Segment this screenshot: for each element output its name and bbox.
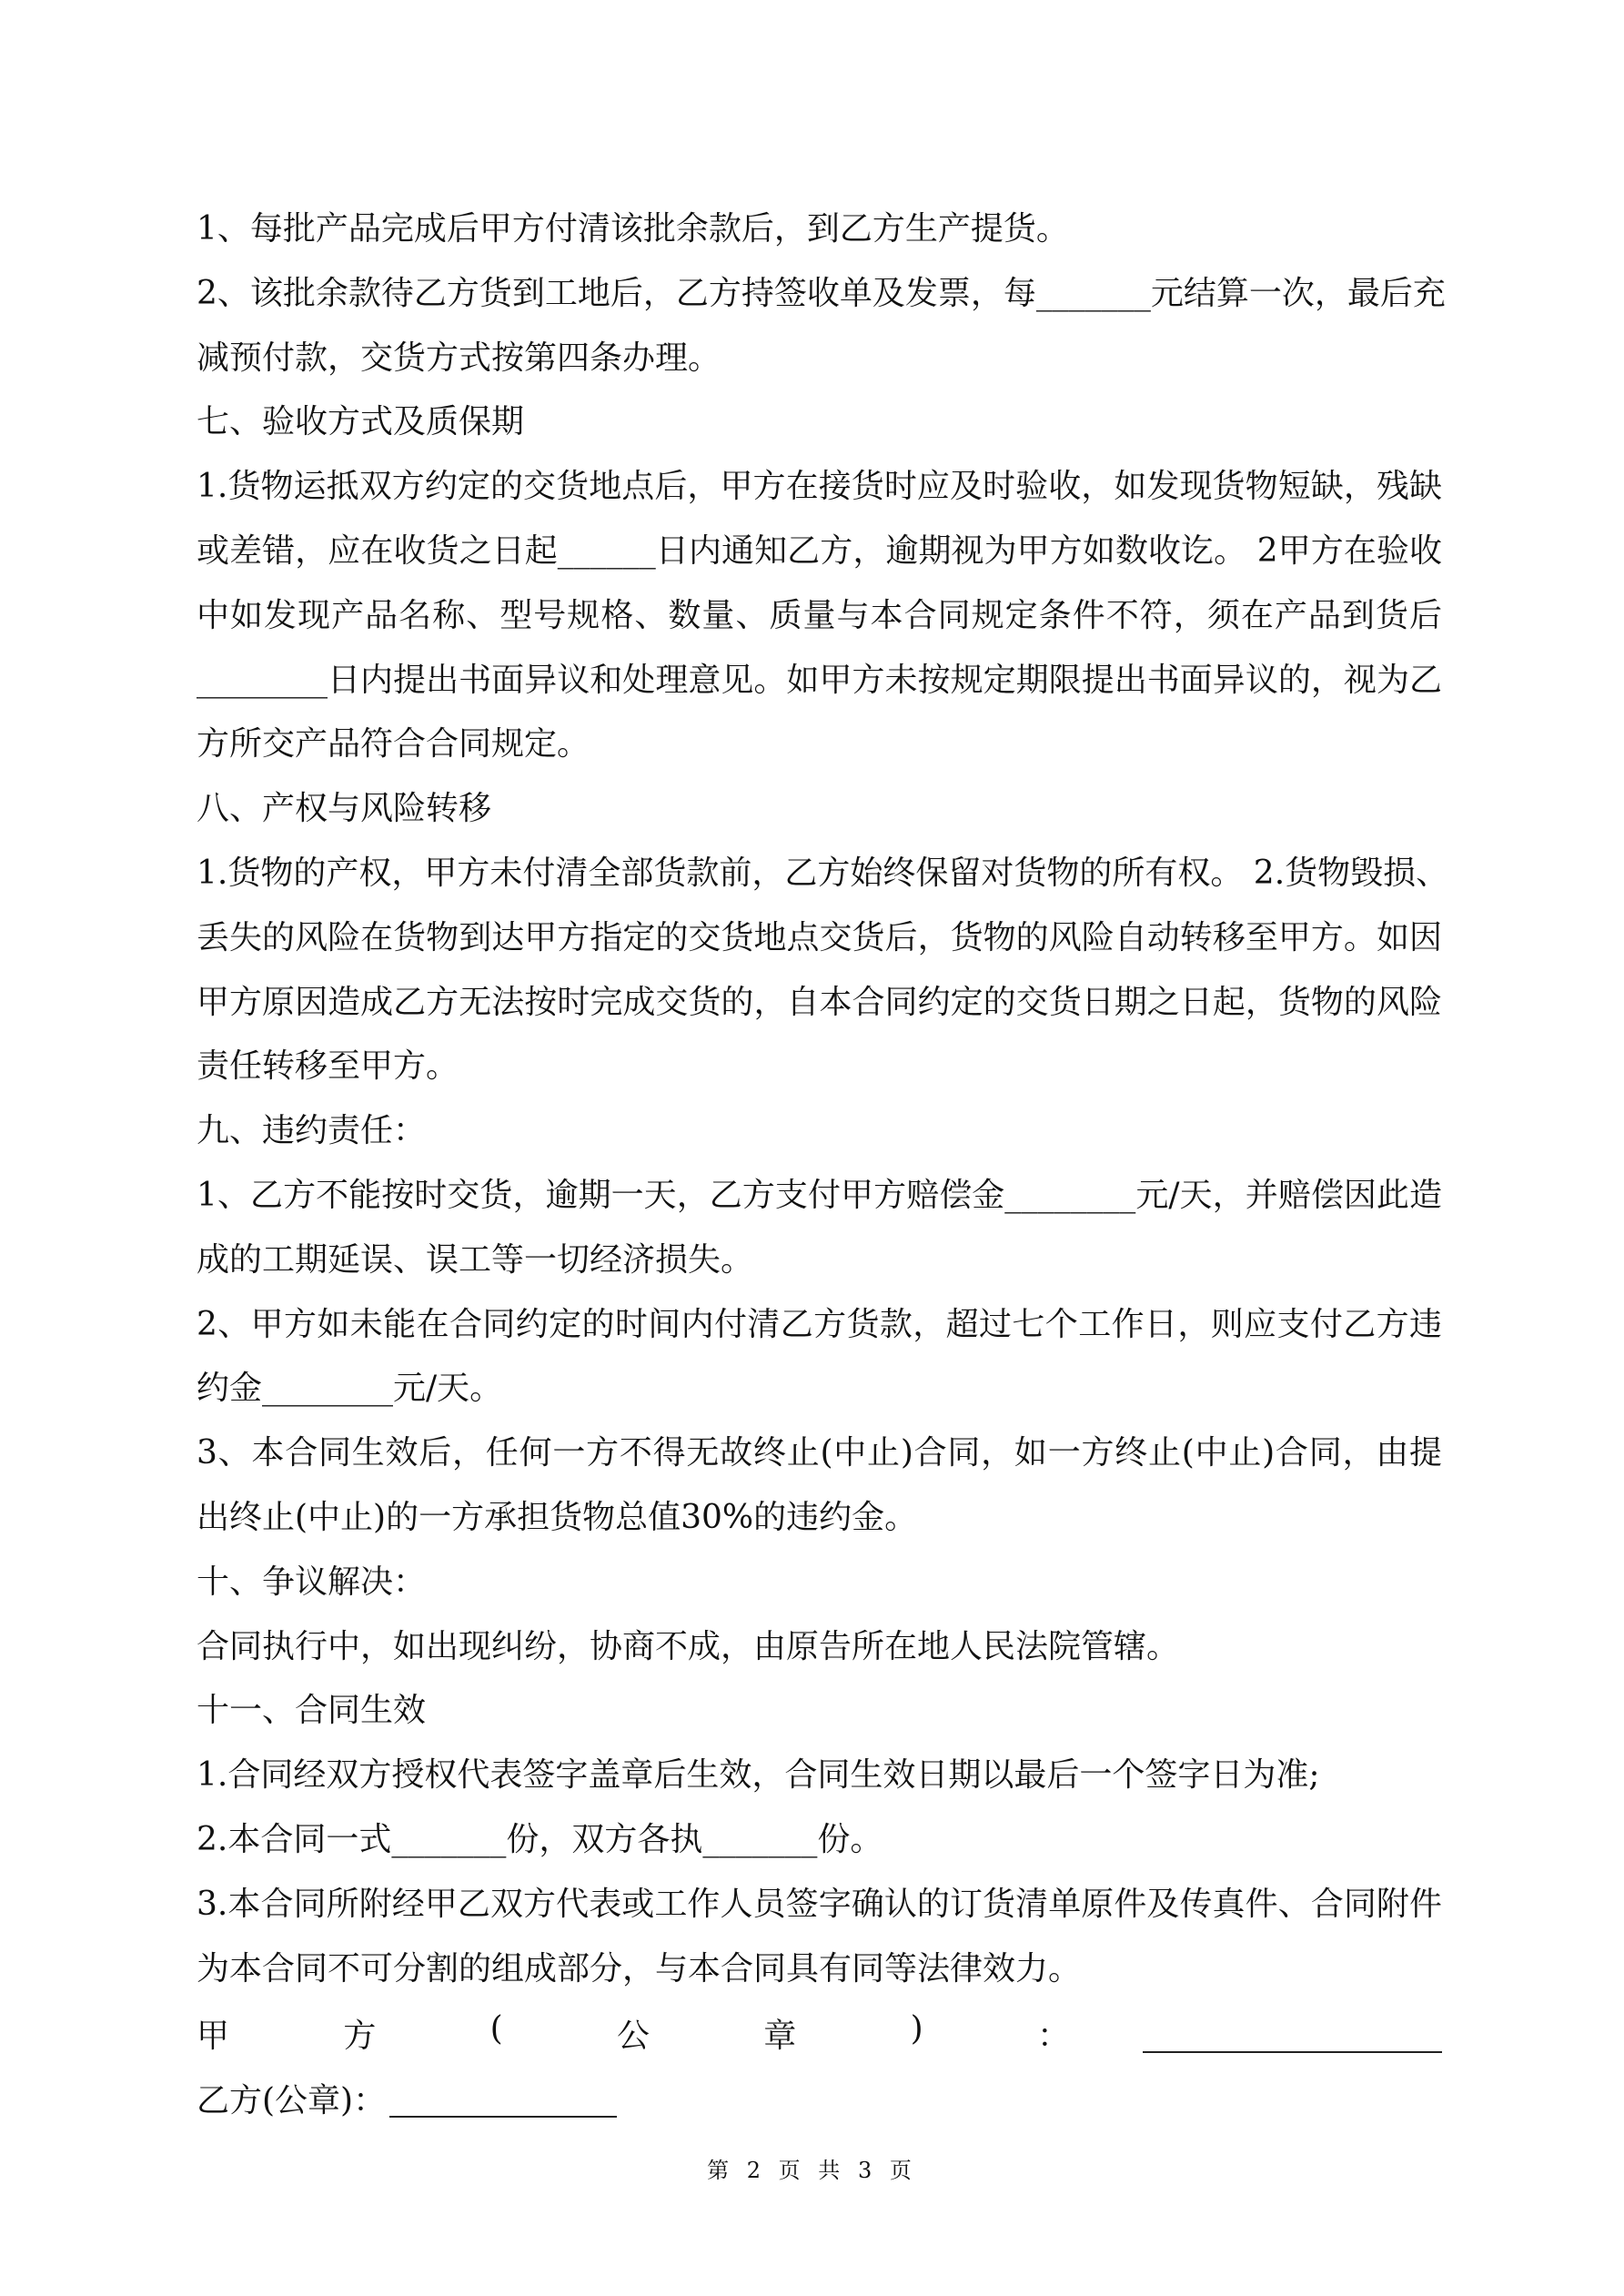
text-line: 1.货物的产权，甲方未付清全部货款前，乙方始终保留对货物的所有权。 2.货物毁损、: [197, 854, 1449, 892]
party-b-signature-line: [197, 2066, 1442, 2130]
text-line: 十、争议解决：: [197, 1563, 427, 1601]
text-line: 丢失的风险在货物到达甲方指定的交货地点交货后，货物的风险自动转移至甲方。如因: [197, 918, 1442, 956]
text-line: 九、违约责任：: [197, 1112, 427, 1150]
text-line: 甲方原因造成乙方无法按时完成交货的，自本合同约定的交货日期之日起，货物的风险: [197, 983, 1442, 1021]
text-line: 1.合同经双方授权代表签字盖章后生效，合同生效日期以最后一个签字日为准;: [197, 1756, 1320, 1795]
page-number: 第 2 页 共 3 页: [707, 2158, 917, 2183]
party-a-label-char: 甲: [197, 2018, 230, 2056]
party-a-signature-line: [197, 2001, 1442, 2066]
party-a-label-char: 方: [343, 2018, 377, 2056]
text-line: 1、每批产品完成后甲方付清该批余款后，到乙方生产提货。: [197, 210, 1069, 248]
text-line: 七、验收方式及质保期: [197, 403, 525, 441]
text-line: 合同执行中，如出现纠纷，协商不成，由原告所在地人民法院管辖。: [197, 1627, 1180, 1665]
text-line: 2.本合同一式_______份，双方各执_______份。: [197, 1820, 883, 1858]
party-a-label-char: ): [910, 2010, 923, 2048]
text-line: 1.货物运抵双方约定的交货地点后，甲方在接货时应及时验收，如发现货物短缺，残缺: [197, 468, 1442, 506]
text-line: 方所交产品符合合同规定。: [197, 725, 590, 764]
party-a-signature-blank: [1143, 2015, 1442, 2053]
text-line: 约金________元/天。: [197, 1370, 503, 1408]
text-line: 1、乙方不能按时交货，逾期一天，乙方支付甲方赔偿金________元/天，并赔偿因此造: [197, 1176, 1442, 1214]
text-line: 2、该批余款待乙方货到工地后，乙方持签收单及发票，每_______元结算一次，最后充: [197, 274, 1446, 312]
party-b-signature-blank: [389, 2079, 617, 2118]
text-line: 3、本合同生效后，任何一方不得无故终止(中止)合同，如一方终止(中止)合同，由提: [197, 1434, 1442, 1472]
contract-lines: [197, 197, 1449, 2001]
text-line: 2、甲方如未能在合同约定的时间内付清乙方货款，超过七个工作日，则应支付乙方违: [197, 1305, 1442, 1343]
text-line: 中如发现产品名称、型号规格、数量、质量与本合同规定条件不符，须在产品到货后: [197, 596, 1442, 634]
party-a-label-char: 章: [763, 2018, 797, 2056]
text-line: 责任转移至甲方。: [197, 1047, 459, 1086]
text-line: 或差错，应在收货之日起______日内通知乙方，逾期视为甲方如数收讫。 2甲方在验收: [197, 531, 1442, 570]
text-line: 出终止(中止)的一方承担货物总值30%的违约金。: [197, 1498, 918, 1536]
text-line: 减预付款，交货方式按第四条办理。: [197, 339, 721, 377]
text-line: ________日内提出书面异议和处理意见。如甲方未按规定期限提出书面异议的，视为乙: [197, 661, 1442, 699]
party-a-label-char: ：: [1036, 2018, 1070, 2056]
text-line: 十一、合同生效: [197, 1692, 427, 1730]
party-a-label: [197, 2010, 1070, 2057]
contract-body: [197, 197, 1449, 2130]
party-a-label-char: (: [489, 2010, 503, 2048]
text-line: 为本合同不可分割的组成部分，与本合同具有同等法律效力。: [197, 1949, 1082, 1988]
text-line: 成的工期延误、误工等一切经济损失。: [197, 1240, 754, 1279]
text-line: 3.本合同所附经甲乙双方代表或工作人员签字确认的订货清单原件及传真件、合同附件: [197, 1885, 1442, 1923]
text-line: 八、产权与风险转移: [197, 790, 492, 828]
party-a-label-char: 公: [616, 2018, 650, 2056]
party-b-label: 乙方(公章)：: [197, 2082, 387, 2119]
